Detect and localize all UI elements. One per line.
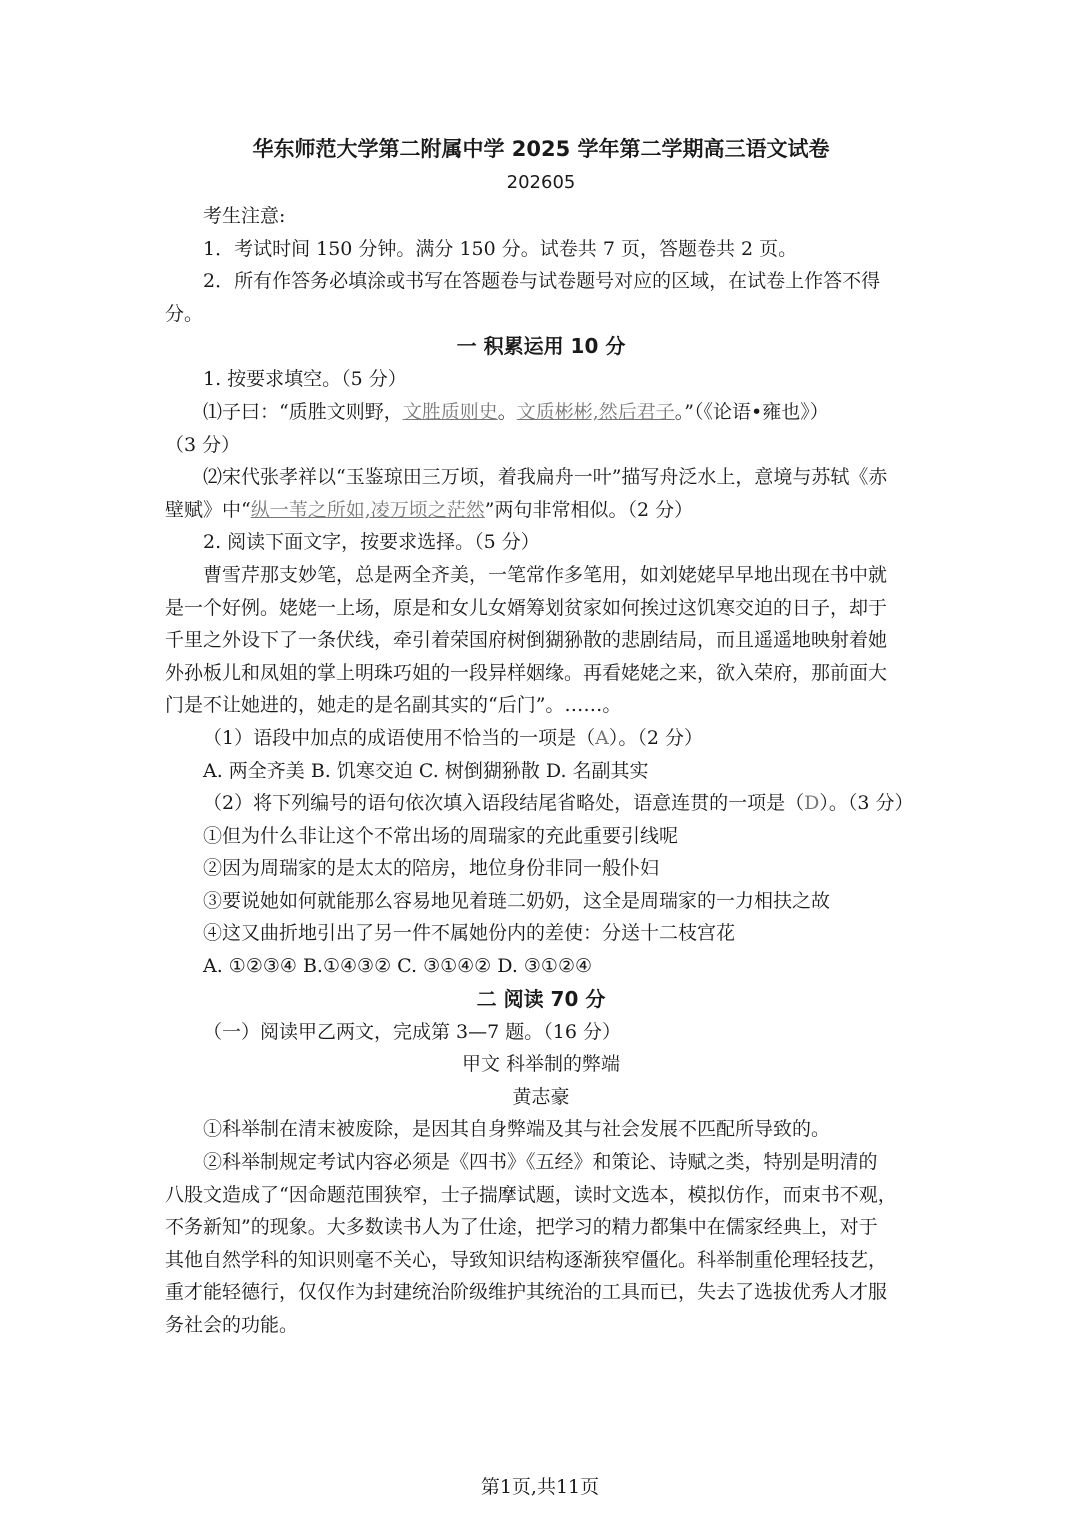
exam-date: 202605 — [506, 172, 576, 193]
q2-passage-line: 曹雪芹那支妙笔，总是两全齐美，一笔常作多笔用，如刘姥姥早早地出现在书中就 — [203, 563, 888, 586]
q2-passage-line: 门是不让她进的，她走的是名副其实的“后门”。……。 — [165, 694, 622, 717]
part1-intro: （一）阅读甲乙两文，完成第 3—7 题。（16 分） — [203, 1020, 621, 1043]
article-title: 甲文 科举制的弊端 — [461, 1053, 621, 1076]
q2-sub1-pre: （1）语段中加点的成语使用不恰当的一项是（ — [203, 726, 596, 749]
q1-answer-3: 纵一苇之所如,凌万顷之茫然 — [250, 498, 485, 521]
page-content — [165, 132, 917, 1342]
q2-statement: ④这又曲折地引出了另一件不属她份内的差使：分送十二枝宫花 — [203, 922, 736, 945]
q2-passage-line: 千里之外设下了一条伏线，牵引着荣国府树倒猢狲散的悲剧结局，而且遥遥地映射着她 — [165, 629, 888, 652]
q2-passage-line: 是一个好例。姥姥一上场，原是和女儿女婿筹划贫家如何挨过这饥寒交迫的日子，却于 — [165, 596, 888, 619]
q2-passage-line: 外孙板儿和凤姐的掌上明珠巧姐的一段异样姻缘。再看姥姥之来，欲入荣府，那前面大 — [165, 661, 888, 684]
article-author: 黄志豪 — [512, 1085, 570, 1108]
q2-sub2-options: A. ①②③④ B.①④③② C. ③①④② D. ③①②④ — [203, 955, 593, 978]
article-para-2-line: 八股文造成了“因命题范围狭窄，士子揣摩试题，读时文选本，模拟仿作，而束书不观， — [165, 1183, 897, 1206]
page-number: 第1页,共11页 — [480, 1476, 600, 1498]
q1-part1-pre: ⑴子曰：“质胜文则野， — [203, 400, 403, 423]
q2-sub2-pre: （2）将下列编号的语句依次填入语段结尾省略处，语意连贯的一项是（ — [203, 792, 805, 815]
q2-stem: 2. 阅读下面文字，按要求选择。（5 分） — [203, 531, 540, 554]
article-para-2-line: 重才能轻德行，仅仅作为封建统治阶级维护其统治的工具而已，失去了选拔优秀人才服 — [165, 1281, 888, 1304]
article-para-2-line: ②科举制规定考试内容必须是《四书》《五经》和策论、诗赋之类，特别是明清的 — [203, 1151, 878, 1174]
section-1-heading: 一 积累运用 10 分 — [456, 334, 626, 359]
q1-part1-post: 。”（《论语•雍也》） — [674, 400, 829, 423]
article-para-2-line: 不务新知”的现象。大多数读书人为了仕途，把学习的精力都集中在儒家经典上，对于 — [165, 1216, 878, 1239]
article-para-2-line: 务社会的功能。 — [165, 1314, 299, 1336]
notice-item-2-cont: 分。 — [165, 302, 204, 325]
q2-sub1 — [165, 722, 917, 755]
article-para-1: ①科举制在清末被废除，是因其自身弊端及其与社会发展不匹配所导致的。 — [203, 1118, 831, 1141]
q2-sub2-answer: D — [804, 792, 820, 815]
q1-part2-post: ”两句非常相似。（2 分） — [484, 498, 694, 521]
q1-part1-score: （3 分） — [165, 433, 241, 456]
q2-sub1-options: A. 两全齐美 B. 饥寒交迫 C. 树倒猢狲散 D. 名副其实 — [203, 759, 649, 782]
q1-answer-2: 文质彬彬,然后君子 — [516, 400, 675, 423]
q1-part2-pre: 壁赋》中“ — [165, 498, 251, 521]
q2-statement: ②因为周瑞家的是太太的陪房，地位身份非同一般仆妇 — [203, 857, 660, 880]
q1-part2-line1: ⑵宋代张孝祥以“玉鉴琼田三万顷，着我扁舟一叶”描写舟泛水上，意境与苏轼《赤 — [203, 466, 888, 489]
q1-part1 — [165, 396, 917, 429]
notice-heading: 考生注意: — [203, 205, 286, 227]
q2-sub2 — [165, 787, 917, 820]
q2-statement: ③要说她如何就能那么容易地见着琏二奶奶，这全是周瑞家的一力相扶之故 — [203, 889, 831, 912]
article-para-2-line: 其他自然学科的知识则毫不关心，导致知识结构逐渐狭窄僵化。科举制重伦理轻技艺， — [165, 1248, 888, 1271]
q1-part2-line2 — [165, 494, 917, 527]
section-2-heading: 二 阅读 70 分 — [476, 986, 606, 1011]
notice-item-2: 2．所有作答务必填涂或书写在答题卷与试卷题号对应的区域，在试卷上作答不得 — [203, 270, 881, 293]
q2-sub2-post: ）。（3 分） — [819, 792, 914, 815]
notice-item-1: 1．考试时间 150 分钟。满分 150 分。试卷共 7 页，答题卷共 2 页。 — [203, 237, 798, 260]
q1-answer-1: 文胜质则史 — [402, 400, 498, 423]
q2-sub1-post: ）。（2 分） — [608, 726, 703, 749]
q2-statement: ①但为什么非让这个不常出场的周瑞家的充此重要引线呢 — [203, 824, 679, 847]
q1-part1-mid: 。 — [497, 400, 517, 423]
q2-sub1-answer: A — [595, 726, 609, 749]
exam-title: 华东师范大学第二附属中学 2025 学年第二学期高三语文试卷 — [252, 137, 830, 161]
q1-stem: 1. 按要求填空。（5 分） — [203, 368, 407, 391]
